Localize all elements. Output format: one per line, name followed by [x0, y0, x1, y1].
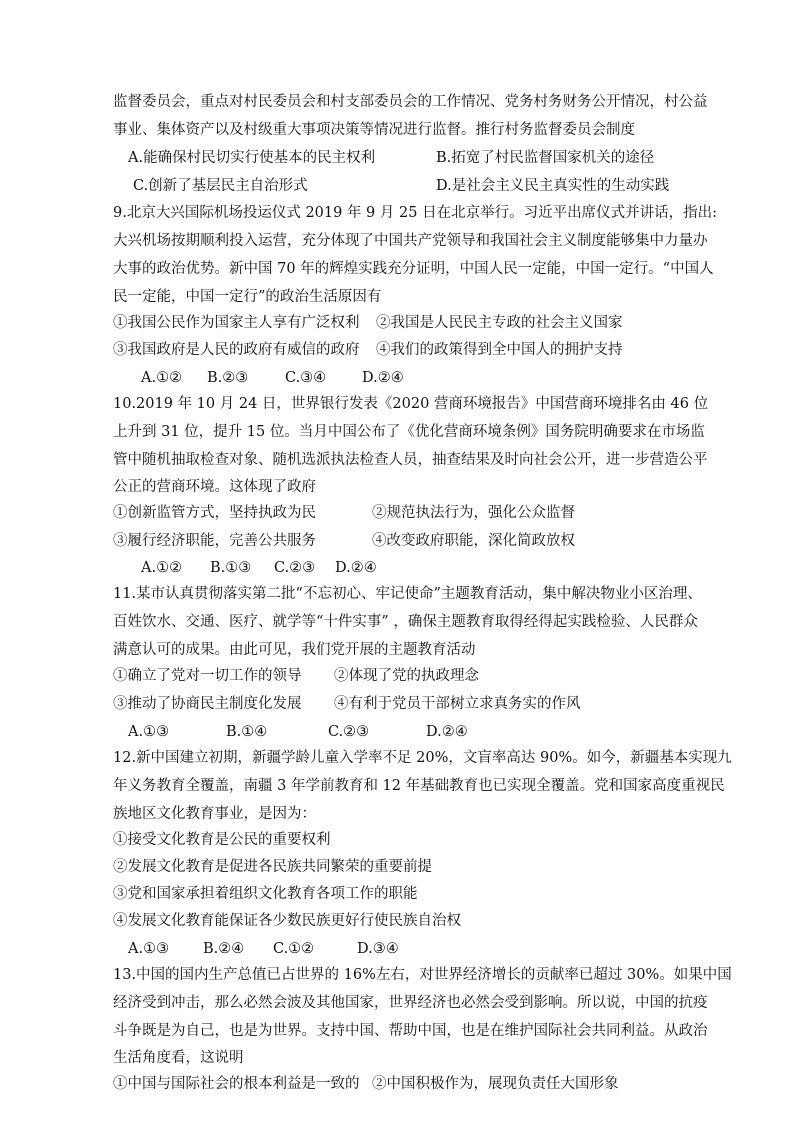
q12-item-3: ③党和国家承担着组织文化教育各项工作的职能 [113, 886, 418, 902]
q10-stem-line: 10.2019 年 10 月 24 日，世界银行发表《2020 营商环境报告》中国营商环境排名由 46 位 [113, 396, 709, 412]
q13-stem-line: 生活角度看，这说明 [113, 1050, 244, 1066]
q8-stem-line: 事业、集体资产以及村级重大事项决策等情况进行监督。推行村务监督委员会制度 [113, 122, 635, 138]
q12-option-d: D.③④ [357, 941, 399, 957]
q11-item-2: ②体现了党的执政理念 [334, 668, 479, 684]
q11-stem-line: 百姓饮水、交通、医疗、就学等“十件实事” ，确保主题教育取得经得起实践检验、人民群众 [113, 614, 698, 630]
q10-item-4: ④改变政府职能，深化简政放权 [372, 533, 575, 549]
q10-option-d: D.②④ [335, 560, 377, 576]
q10-option-a: A.①② [141, 560, 183, 576]
q12-stem-line: 年义务教育全覆盖，南疆 3 年学前教育和 12 年基础教育也已实现全覆盖。党和国家高度重视民 [113, 778, 725, 794]
q9-item-4: ④我们的政策得到全中国人的拥护支持 [376, 342, 623, 358]
q8-option-b: B.拓宽了村民监督国家机关的途径 [436, 150, 655, 166]
q12-item-1: ①接受文化教育是公民的重要权利 [113, 832, 331, 848]
q12-option-c: C.①② [273, 941, 315, 957]
q8-stem-line: 监督委员会，重点对村民委员会和村支部委员会的工作情况、党务村务财务公开情况，村公益 [113, 94, 708, 110]
q10-stem-line: 公正的营商环境。这体现了政府 [113, 479, 316, 495]
q9-item-1: ①我国公民作为国家主人享有广泛权利 [113, 315, 360, 331]
q13-stem-line: 经济受到冲击，那么必然会波及其他国家，世界经济也必然会受到影响。所以说，中国的抗疫 [113, 995, 708, 1011]
q12-stem-line: 族地区文化教育事业，是因为： [113, 806, 316, 822]
q10-item-3: ③履行经济职能，完善公共服务 [113, 533, 316, 549]
q12-option-b: B.②④ [203, 941, 245, 957]
q13-stem-line: 13.中国的国内生产总值已占世界的 16%左右，对世界经济增长的贡献率已超过 30%。如果中国 [113, 967, 732, 983]
q10-option-c: C.②③ [274, 560, 316, 576]
q9-stem-line: 大兴机场按期顺利投入运营，充分体现了中国共产党领导和我国社会主义制度能够集中力量办 [113, 233, 708, 249]
q12-option-a: A.①③ [128, 941, 170, 957]
q11-option-b: B.①④ [226, 724, 268, 740]
q11-item-1: ①确立了党对一切工作的领导 [113, 668, 302, 684]
q10-item-2: ②规范执法行为，强化公众监督 [372, 505, 575, 521]
q10-item-1: ①创新监管方式，坚持执政为民 [113, 505, 316, 521]
q11-stem-line: 满意认可的成果。由此可见，我们党开展的主题教育活动 [113, 642, 476, 658]
q9-stem-line: 9.北京大兴国际机场投运仪式 2019 年 9 月 25 日在北京举行。习近平出席仪式并讲话，指出: [113, 205, 717, 221]
q12-item-4: ④发展文化教育能保证各少数民族更好行使民族自治权 [113, 913, 461, 929]
q9-stem-line: 大事的政治优势。新中国 70 年的辉煌实践充分证明，中国人民一定能，中国一定行。“中国人 [113, 261, 714, 277]
q8-option-d: D.是社会主义民主真实性的生动实践 [436, 178, 670, 194]
q9-item-3: ③我国政府是人民的政府有威信的政府 [113, 342, 360, 358]
q9-option-d: D.②④ [362, 370, 404, 386]
q13-item-2: ②中国积极作为，展现负责任大国形象 [372, 1076, 619, 1092]
q12-stem-line: 12.新中国建立初期，新疆学龄儿童入学率不足 20%，文盲率高达 90%。如今，新疆基本实现九 [113, 750, 732, 766]
q9-stem-line: 民一定能，中国一定行”的政治生活原因有 [113, 289, 382, 305]
q11-option-a: A.①③ [128, 724, 170, 740]
q10-stem-line: 上升到 31 位，提升 15 位。当月中国公布了《优化营商环境条例》国务院明确要求在市场监 [113, 424, 705, 440]
q11-item-3: ③推动了协商民主制度化发展 [113, 696, 302, 712]
q10-option-b: B.①③ [210, 560, 252, 576]
q12-item-2: ②发展文化教育是促进各民族共同繁荣的重要前提 [113, 859, 432, 875]
q9-option-c: C.③④ [285, 370, 327, 386]
q9-item-2: ②我国是人民民主专政的社会主义国家 [376, 315, 623, 331]
q8-option-c: C.创新了基层民主自治形式 [133, 178, 308, 194]
q13-stem-line: 斗争既是为自己，也是为世界。支持中国、帮助中国，也是在维护国际社会共同利益。从政治 [113, 1023, 708, 1039]
q11-item-4: ④有利于党员干部树立求真务实的作风 [334, 696, 581, 712]
q11-stem-line: 11.某市认真贯彻落实第二批“不忘初心、牢记使命”主题教育活动，集中解决物业小区治理、 [113, 586, 702, 602]
q9-option-a: A.①② [141, 370, 183, 386]
q13-item-1: ①中国与国际社会的根本利益是一致的 [113, 1076, 360, 1092]
q11-option-d: D.②④ [426, 724, 468, 740]
q10-stem-line: 管中随机抽取检查对象、随机选派执法检查人员，抽查结果及时向社会公开，进一步营造公平 [113, 452, 708, 468]
q9-option-b: B.②③ [207, 370, 249, 386]
q8-option-a: A.能确保村民切实行使基本的民主权利 [128, 150, 376, 166]
q11-option-c: C.②③ [328, 724, 370, 740]
